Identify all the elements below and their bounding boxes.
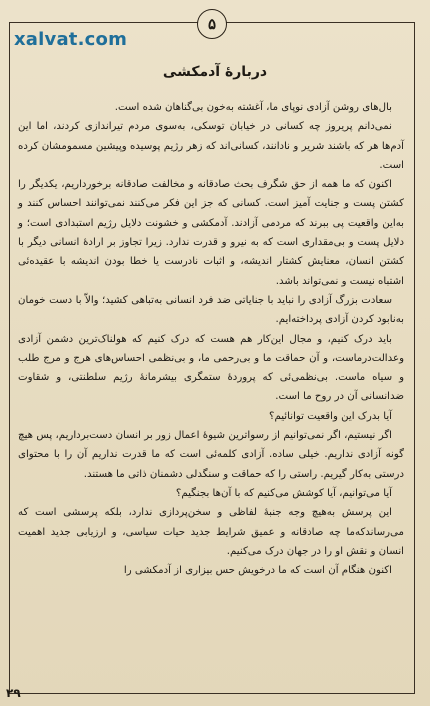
paragraph: بال‌های روشن آزادی نوپای ما، آغشته به‌خون بی‌گناهان شده است.: [114, 102, 392, 113]
paragraph: نمی‌دانم پریروز چه کسانی در خیابان توسکی، به‌سوی مردم تیراندازی کردند، اما این آدم‌ها هر که باشند شریر و نادانند، کسانی‌اند که زهر رژیم پوسیده وپیشین مسمومشان کرده است.: [18, 121, 404, 171]
paragraph: آیا بدرک این واقعیت توانائیم؟: [269, 410, 392, 422]
paragraph: اگر نیستیم، اگر نمی‌توانیم از رسواترین شیوهٔ اعمال زور بر انسان دست‌برداریم، پس هیچ گونه آزادی نداریم. خیلی ساده. آزادی کلمه‌ئی است که ما قدرت نداریم آن را با محتوای درستی به‌کار گیریم. راستی را که حماقت و سنگدلی دشمنان ذاتی ما هستند.: [18, 430, 404, 480]
paragraph: آیا می‌توانیم، آیا کوشش می‌کنیم که با آن‌ها بجنگیم؟: [175, 487, 392, 499]
watermark: xalvat.com: [14, 29, 128, 50]
chapter-number-badge: [197, 9, 227, 39]
page-number: ۲۹: [6, 686, 21, 700]
paragraph: اکنون که ما همه از حق شگرف بحث صادقانه و مخالفت صادقانه برخورداریم، یکدیگر را کشتن پست و جنایت آمیز است. کسانی که جز این فکر می‌کنند نمی‌توانند احساس کنند و به‌این واقعیت پی ببرند که مردمی آزادند. آدمکشی و خشونت دلایل رژیم استبدادی است؛ و دلایل پست و بی‌مقداری است که به نیرو و قدرت ندارد. زیرا تجاوز بر ارادهٔ انسانی دیگر با کشتن انسان، معنایش کشتار اندیشه، و اثبات نادرست یا خطا بودن اندیشه با عقیده‌ئی اشتباه نیست و نمی‌تواند باشد.: [18, 179, 404, 287]
paragraph: اکنون هنگام آن است که ما درخویش حس بیزاری از آدمکشی را: [123, 565, 392, 577]
chapter-number: ۵: [207, 15, 217, 33]
paragraph: این پرسش به‌هیچ وجه جنبهٔ لفاظی و سخن‌پردازی ندارد، بلکه پرسشی است که می‌رساندکه‌ما چه صادقانه و عمیق شرایط جدید حیات سیاسی، و ارزیابی جدید اهمیت انسان و نقش او را در جهان درک می‌کنیم.: [18, 507, 404, 557]
paragraph: باید درک کنیم، و مجال این‌کار هم هست که درک کنیم که هولناک‌ترین دشمن آزادی وعدالت‌درماست، و آن حماقت ما و بی‌رحمی ما، و بی‌نظمی احساس‌های هرج و مرج طلب و سیاه ماست. بی‌نظمی‌ئی که پروردهٔ ستمگری بیشرمانهٔ رژیم سلطنتی، و شقاوت ضدانسانی آن در روح ما است.: [18, 333, 404, 403]
paragraph: سعادت بزرگ آزادی را نباید با جنایاتی ضد فرد انسانی به‌تباهی کشید؛ والاّ با دست خومان به‌نابود کردن آزادی پرداخته‌ایم.: [18, 294, 404, 326]
body-text: [18, 98, 404, 580]
chapter-title: دربارهٔ آدمکشی: [162, 64, 268, 80]
